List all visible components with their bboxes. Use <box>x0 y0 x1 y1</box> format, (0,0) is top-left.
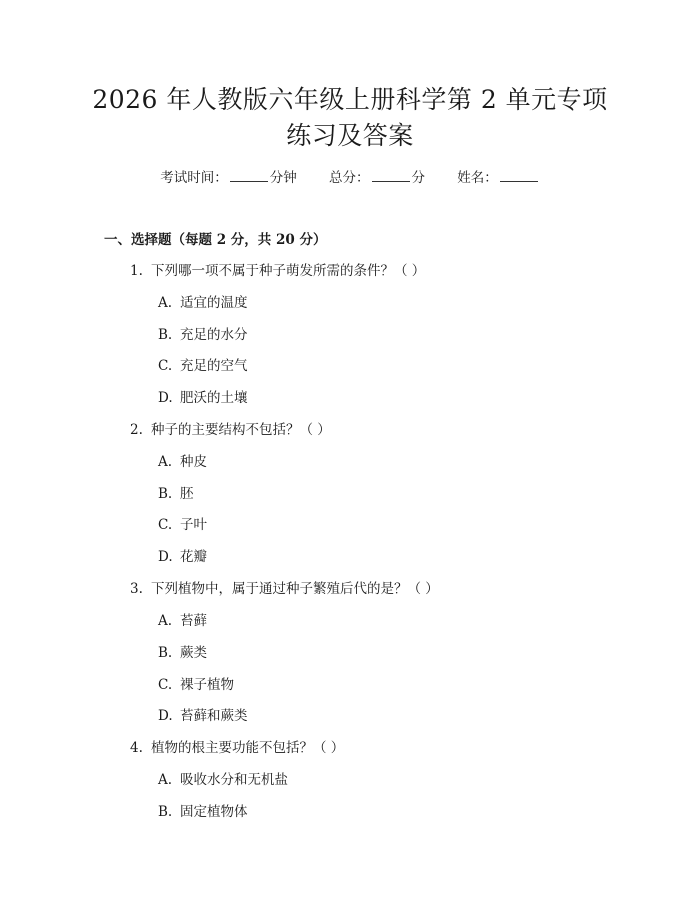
document-title-line-2: 练习及答案 <box>286 121 414 150</box>
option-letter: D. <box>158 390 173 406</box>
option-2b <box>158 484 194 504</box>
total-score-field <box>329 170 425 186</box>
option-letter: A. <box>158 613 173 629</box>
option-text: 种皮 <box>180 454 207 470</box>
question-text: 植物的根主要功能不包括？（ ） <box>151 740 345 756</box>
option-text: 适宜的温度 <box>180 295 248 311</box>
student-name-label: 姓名： <box>457 170 498 186</box>
option-letter: D. <box>158 549 173 565</box>
option-letter: C. <box>158 358 173 374</box>
question-3 <box>130 579 439 599</box>
student-name-blank <box>500 169 538 182</box>
option-letter: A. <box>158 454 173 470</box>
option-2a <box>158 452 207 472</box>
option-1b <box>158 325 248 345</box>
option-text: 固定植物体 <box>180 804 248 820</box>
exam-time-unit: 分钟 <box>269 170 297 186</box>
option-2d <box>158 547 207 567</box>
exam-time-field <box>160 170 297 186</box>
section-heading-choice: 一、选择题（每题 2 分，共 20 分） <box>104 232 327 248</box>
question-text: 下列植物中，属于通过种子繁殖后代的是？（ ） <box>151 581 439 597</box>
question-number: 3. <box>130 581 143 597</box>
option-text: 充足的空气 <box>180 358 248 374</box>
option-text: 苔藓和蕨类 <box>180 708 248 724</box>
exam-time-label: 考试时间： <box>160 170 228 186</box>
option-text: 子叶 <box>180 517 207 533</box>
option-text: 苔藓 <box>180 613 207 629</box>
question-2 <box>130 420 331 440</box>
total-score-label: 总分： <box>329 170 370 186</box>
option-3d <box>158 706 248 726</box>
document-title-line-1: 2026 年人教版六年级上册科学第 2 单元专项 <box>92 85 608 114</box>
option-text: 蕨类 <box>180 645 207 661</box>
option-letter: C. <box>158 517 173 533</box>
question-number: 2. <box>130 422 143 438</box>
option-letter: B. <box>158 804 173 820</box>
question-text: 下列哪一项不属于种子萌发所需的条件？（ ） <box>151 263 426 279</box>
option-letter: B. <box>158 645 173 661</box>
option-1d <box>158 388 248 408</box>
option-1a <box>158 293 248 313</box>
option-1c <box>158 356 248 376</box>
option-text: 胚 <box>180 486 194 502</box>
option-letter: C. <box>158 677 173 693</box>
option-3a <box>158 611 207 631</box>
question-number: 1. <box>130 263 143 279</box>
option-2c <box>158 515 207 535</box>
question-1 <box>130 261 425 281</box>
exam-info-row <box>0 168 700 188</box>
option-3b <box>158 643 207 663</box>
option-4b <box>158 802 248 822</box>
question-number: 4. <box>130 740 143 756</box>
student-name-field <box>457 170 540 186</box>
option-letter: B. <box>158 486 173 502</box>
option-text: 吸收水分和无机盐 <box>180 772 288 788</box>
option-letter: A. <box>158 295 173 311</box>
option-4a <box>158 770 288 790</box>
exam-time-blank <box>230 169 268 182</box>
option-text: 花瓣 <box>180 549 207 565</box>
option-text: 肥沃的土壤 <box>180 390 248 406</box>
total-score-blank <box>372 169 410 182</box>
option-letter: D. <box>158 708 173 724</box>
option-text: 充足的水分 <box>180 327 248 343</box>
question-text: 种子的主要结构不包括？（ ） <box>151 422 331 438</box>
question-4 <box>130 738 344 758</box>
option-letter: B. <box>158 327 173 343</box>
option-3c <box>158 675 234 695</box>
option-text: 裸子植物 <box>180 677 234 693</box>
option-letter: A. <box>158 772 173 788</box>
total-score-unit: 分 <box>411 170 425 186</box>
